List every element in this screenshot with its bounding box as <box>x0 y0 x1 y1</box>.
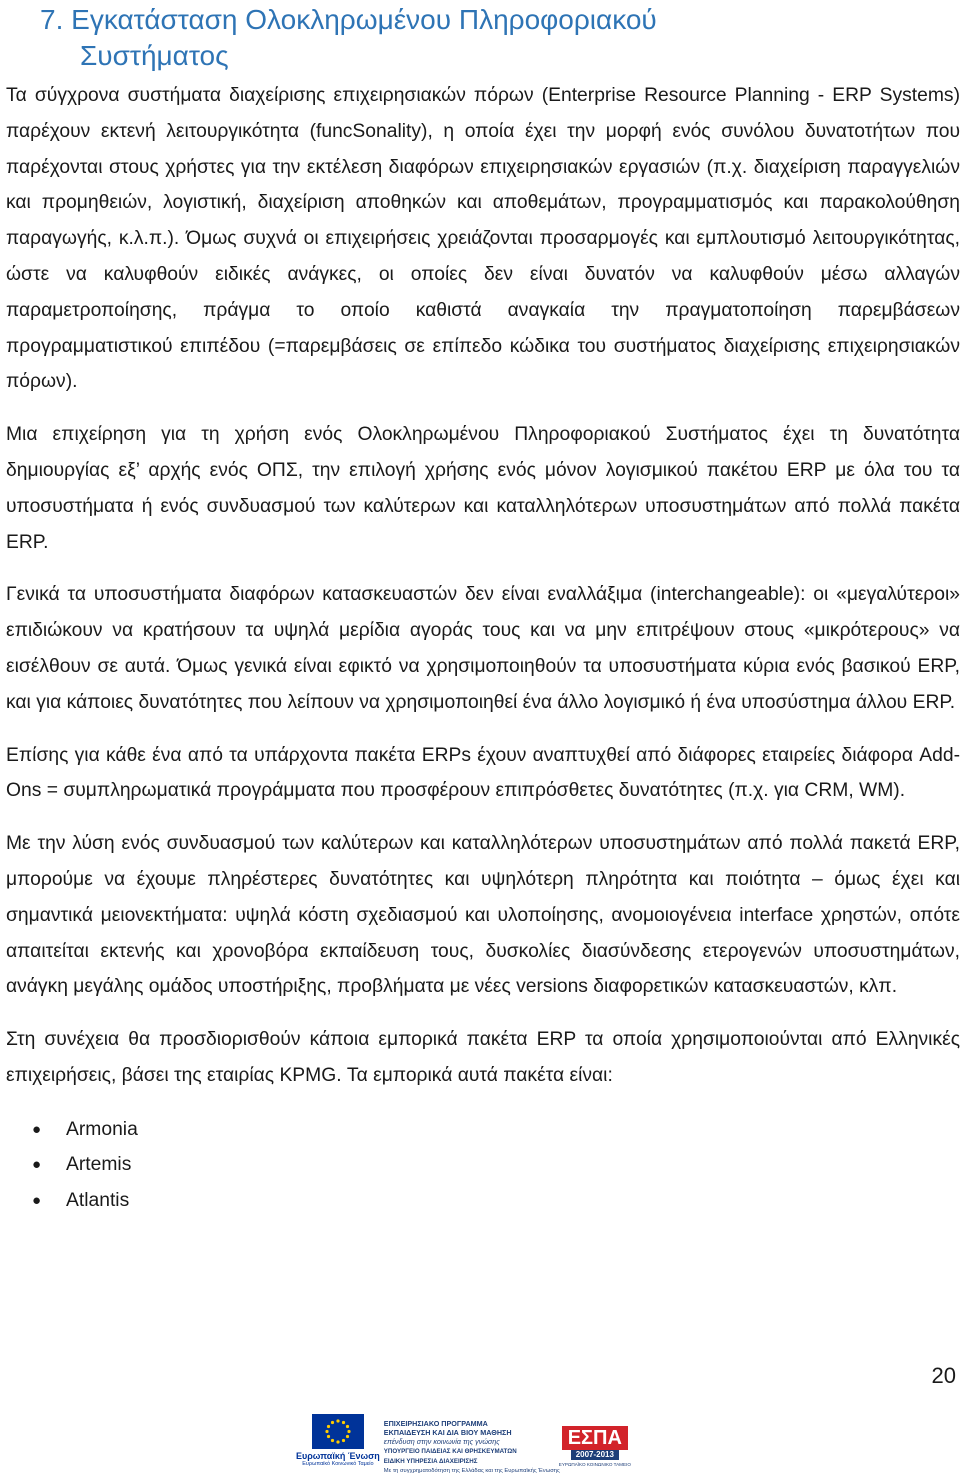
paragraph: Στη συνέχεια θα προσδιορισθούν κάποια εμπορικά πακέτα ERP τα οποία χρησιμοποιούνται από Ελληνικές επιχειρήσεις, βάσει της εταιρίας KPMG. Τα εμπορικά αυτά πακέτα είναι: <box>6 1029 960 1086</box>
eu-flag-icon <box>312 1414 364 1449</box>
espa-logo-text: ΕΣΠΑ <box>562 1426 628 1450</box>
program-line2: ΕΚΠΑΙΔΕΥΣΗ ΚΑΙ ΔΙΑ ΒΙΟΥ ΜΑΘΗΣΗ <box>383 1427 512 1437</box>
section-heading <box>40 2 960 74</box>
erp-package-list <box>6 1112 960 1219</box>
list-item <box>6 1147 960 1183</box>
bullet-icon: ● <box>32 1191 42 1209</box>
eu-name: Ευρωπαϊκή Ένωση <box>296 1451 380 1461</box>
eu-fund-name: Ευρωπαϊκό Κοινωνικό Ταμείο <box>302 1461 374 1467</box>
list-item <box>6 1183 960 1219</box>
paragraph: Μια επιχείρηση για τη χρήση ενός Ολοκληρωμένου Πληροφοριακού Συστήματος έχει τη δυνατότητα δημιουργίας εξ’ αρχής ενός ΟΠΣ, την επιλογή χρήσης ενός μόνον λογισμικού πακέτου ERP με όλα του τα υποσυστήματα ή ενός συνδυασμού των καλύτερων και καταλληλότερων υποσυστημάτων από πολλά πακέτα ERP. <box>6 424 960 553</box>
page-number: 20 <box>931 1363 956 1388</box>
section-title-line2: Συστήματος <box>80 40 229 71</box>
paragraph: Επίσης για κάθε ένα από τα υπάρχοντα πακέτα ERPs έχουν αναπτυχθεί από διάφορες εταιρείες διάφορα Add-Ons = συμπληρωματικά προγράμματα που προσφέρουν επιπρόσθετες δυνατότητες (π.χ. για CRM, WM). <box>6 744 960 802</box>
list-item-label: Artemis <box>66 1154 132 1176</box>
section-title-line1: Εγκατάσταση Ολοκληρωμένου Πληροφοριακού <box>71 4 657 35</box>
eu-logo <box>296 1410 380 1483</box>
program-line1: ΕΠΙΧΕΙΡΗΣΙΑΚΟ ΠΡΟΓΡΑΜΜΑ <box>383 1418 488 1428</box>
section-number: 7. <box>40 4 64 35</box>
cofunding-note: Με τη συγχρηματοδότηση της Ελλάδας και της Ευρωπαϊκής Ένωσης <box>383 1467 560 1474</box>
espa-years: 2007-2013 <box>571 1450 619 1460</box>
document-page <box>6 0 960 1219</box>
list-item-label: Armonia <box>66 1118 138 1140</box>
program-slogan: επένδυση στην κοινωνία της γνώσης <box>383 1436 500 1446</box>
bullet-icon: ● <box>32 1156 42 1174</box>
paragraph: Γενικά τα υποσυστήματα διαφόρων κατασκευαστών δεν είναι εναλλάξιμα (interchangeable): οι «μεγαλύτεροι» επιδιώκουν να κρατήσουν τα υψηλά μερίδια αγοράς τους και να μην επιτρέψουν στους «μικρότερους» να εισέλθουν σε αυτά. Όμως γενικά είναι εφικτό να χρησιμοποιηθούν τα υποσυστήματα κύρια ενός βασικού ERP, και για κάποιες δυνατότητες που λείπουν να χρησιμοποιηθεί ένα άλλο λογισμικό ή ένα υποσύστημα άλλου ERP. <box>6 584 960 713</box>
ministry-service: ΕΙΔΙΚΗ ΥΠΗΡΕΣΙΑ ΔΙΑΧΕΙΡΙΣΗΣ <box>383 1457 478 1465</box>
espa-fund: ΕΥΡΩΠΑΪΚΟ ΚΟΙΝΩΝΙΚΟ ΤΑΜΕΙΟ <box>558 1462 631 1467</box>
list-item <box>6 1112 960 1148</box>
funding-logos-footer <box>296 1410 631 1483</box>
ministry-name: ΥΠΟΥΡΓΕΙΟ ΠΑΙΔΕΙΑΣ ΚΑΙ ΘΡΗΣΚΕΥΜΑΤΩΝ <box>383 1447 517 1455</box>
program-logo <box>380 1410 560 1483</box>
paragraph: Με την λύση ενός συνδυασμού των καλύτερων και καταλληλότερων υποσυστημάτων από πολλά πακετά ERP, μπορούμε να έχουμε πληρέστερες δυνατότητες και υψηλότερη πληρότητα και ποιότητα – όμως έχει και σημαντικά μειονεκτήματα: υψηλά κόστη σχεδιασμού και υλοποίησης, ανομοιογένεια interface χρηστών, οπότε απαιτείται εκτενής και χρονοβόρα εκπαίδευση τους, δυσκολίες διασύνδεσης ετερογενών υποσυστημάτων, ανάγκη μεγάλης ομάδος υποστήριξης, προβλήματα με νέες versions διαφορετικών κατασκευαστών, κλπ. <box>6 833 960 998</box>
espa-logo <box>560 1410 630 1483</box>
list-item-label: Atlantis <box>66 1189 130 1211</box>
bullet-icon: ● <box>32 1120 42 1138</box>
paragraph: Τα σύγχρονα συστήματα διαχείρισης επιχειρησιακών πόρων (Enterprise Resource Planning - ERP Systems) παρέχουν εκτενή λειτουργικότητα (funcSonality), η οποία έχει την μορφή ενός συνόλου δυνατοτήτων που παρέχονται στους χρήστες για την εκτέλεση διαφόρων επιχειρησιακών εργασιών (π.χ. διαχείριση παραγγελιών και προμηθειών, λογιστική, διαχείριση αποθηκών και αποθεμάτων, προγραμματισμός και παρακολούθηση παραγωγής, κ.λ.π.). Όμως συχνά οι επιχειρήσεις χρειάζονται προσαρμογές και εμπλουτισμό λειτουργικότητας, ώστε να καλυφθούν ειδικές ανάγκες, οι οποίες δεν είναι δυνατόν να καλυφθούν μέσω αλλαγών παραμετροποίησης, πράγμα το οποίο καθιστά αναγκαία την πραγματοποίηση παρεμβάσεων προγραμματιστικού επιπέδου (=παρεμβάσεις σε επίπεδο κώδικα του συστήματος διαχείρισης επιχειρησιακών πόρων). <box>6 85 960 393</box>
